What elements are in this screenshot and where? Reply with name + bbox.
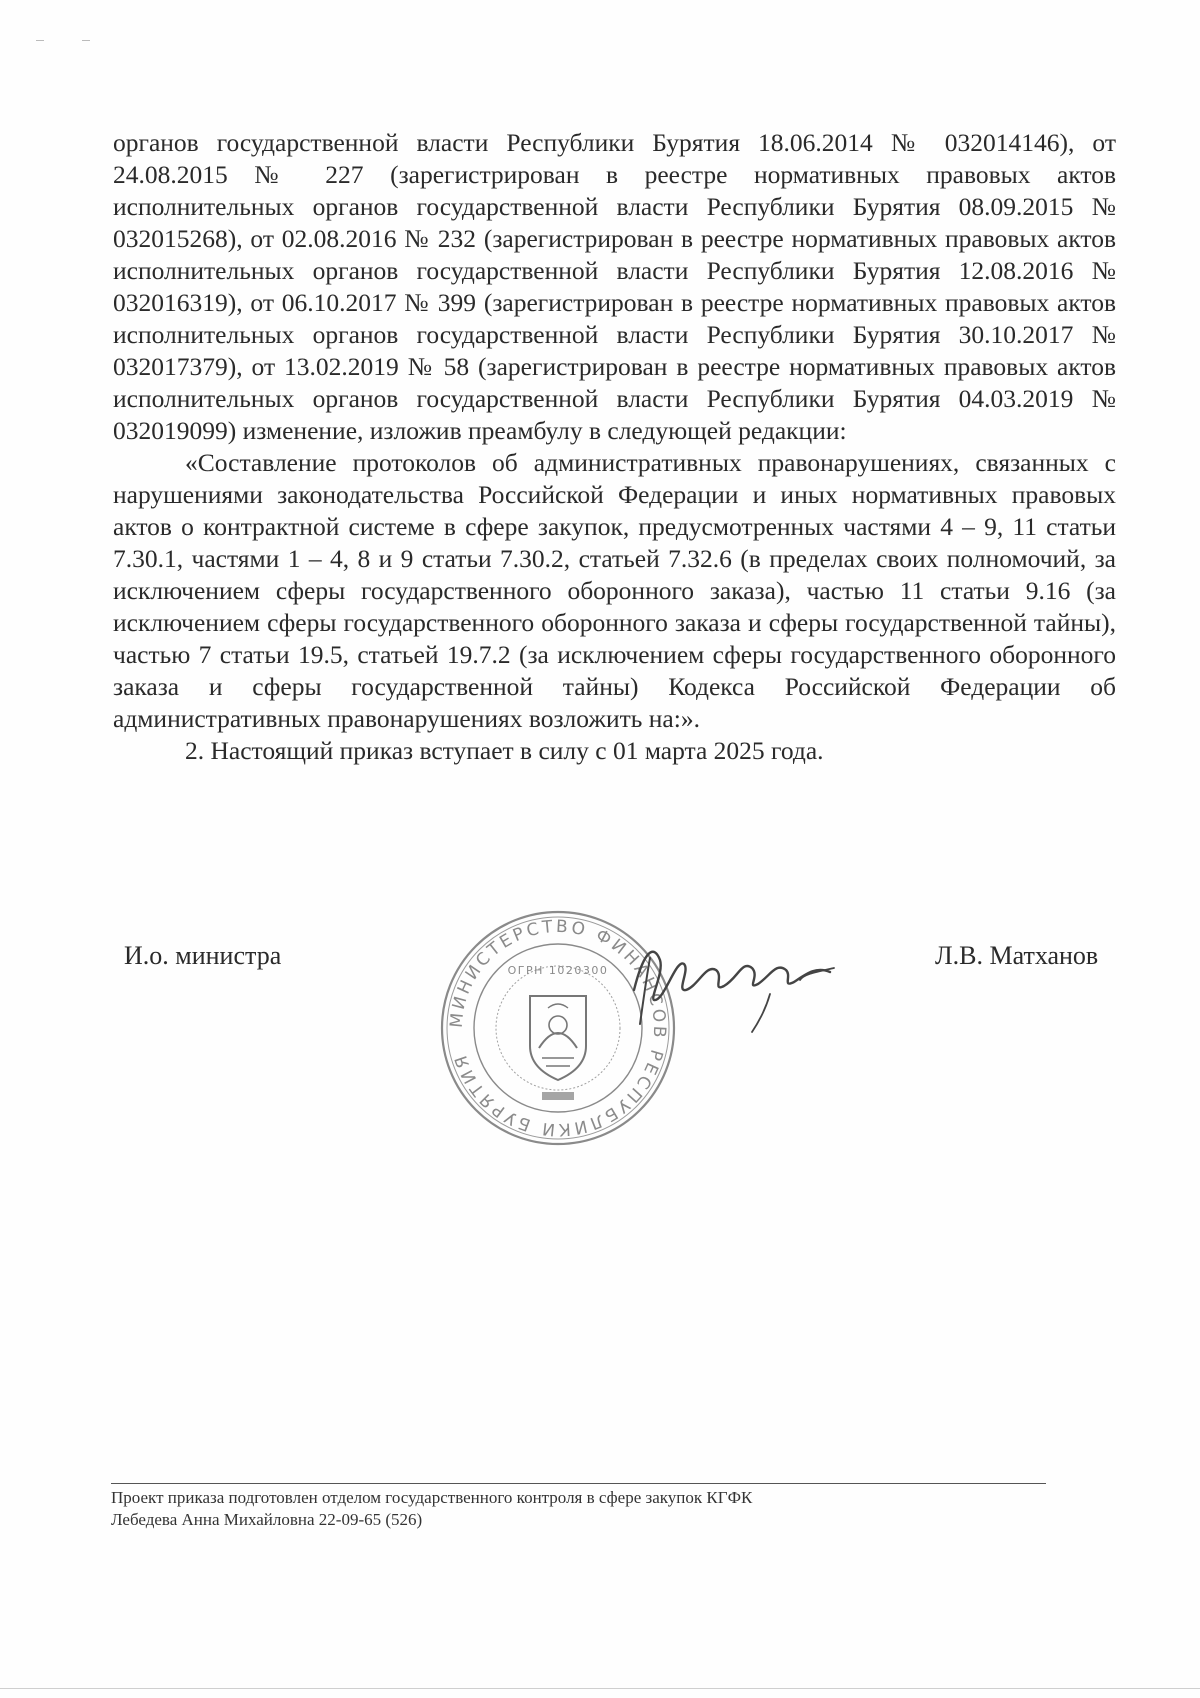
footer-contact: Лебедева Анна Михайловна 22-09-65 (526) bbox=[111, 1510, 423, 1529]
signer-name: Л.В. Матханов bbox=[935, 941, 1099, 970]
signer-role: И.о. министра bbox=[124, 941, 282, 970]
footer-divider bbox=[111, 1483, 1046, 1484]
footer-note bbox=[111, 1487, 752, 1531]
seal-ring-text: МИНИСТЕРСТВО ФИНАНСОВ РЕСПУБЛИКИ БУРЯТИЯ bbox=[446, 916, 670, 1140]
seal-ogrn-text: ОГРН 1020300 bbox=[507, 964, 609, 977]
scan-bottom-edge bbox=[0, 1688, 1200, 1689]
paragraph-amendment-list: органов государственной власти Республики Бурятия 18.06.2014 № 032014146), от 24.08.2015 № 227 (зарегистрирован в реестре нормативных правовых актов исполнительных органов государственной власти Республики Бурятия 08.09.2015 № 032015268), от 02.08.2016 № 232 (зарегистрирован в реестре нормативных правовых актов исполнительных органов государственной власти Республики Бурятия 12.08.2016 № 032016319), от 06.10.2017 № 399 (зарегистрирован в реестре нормативных правовых актов исполнительных органов государственной власти Республики Бурятия 30.10.2017 № 032017379), от 13.02.2019 № 58 (зарегистрирован в реестре нормативных правовых актов исполнительных органов государственной власти Республики Бурятия 04.03.2019 № 032019099) изменение, изложив преамбулу в следующей редакции: bbox=[113, 128, 1116, 445]
handwritten-signature bbox=[620, 920, 860, 1040]
paragraph-effective-date: 2. Настоящий приказ вступает в силу с 01 марта 2025 года. bbox=[185, 736, 824, 765]
paragraph-preamble-quote: «Составление протоколов об административных правонарушениях, связанных с нарушениями законодательства Российской Федерации и иных нормативных правовых актов о контрактной системе в сфере закупок, предусмотренных частями 4 – 9, 11 статьи 7.30.1, частями 1 – 4, 8 и 9 статьи 7.30.2, статьей 7.32.6 (в пределах своих полномочий, за исключением сферы государственного оборонного заказа), частью 11 статьи 9.16 (за исключением сферы государственного оборонного заказа и сферы государственной тайны), частью 7 статьи 19.5, статьей 19.7.2 (за исключением сферы государственного оборонного заказа и сферы государственной тайны) Кодекса Российской Федерации об административных правонарушениях возложить на:». bbox=[113, 448, 1116, 733]
footer-prepared-by: Проект приказа подготовлен отделом государственного контроля в сфере закупок КГФК bbox=[111, 1488, 753, 1507]
coat-of-arms-icon bbox=[530, 996, 586, 1080]
scan-artifact bbox=[82, 40, 90, 41]
scan-artifact bbox=[36, 40, 44, 41]
document-body bbox=[113, 127, 1116, 767]
